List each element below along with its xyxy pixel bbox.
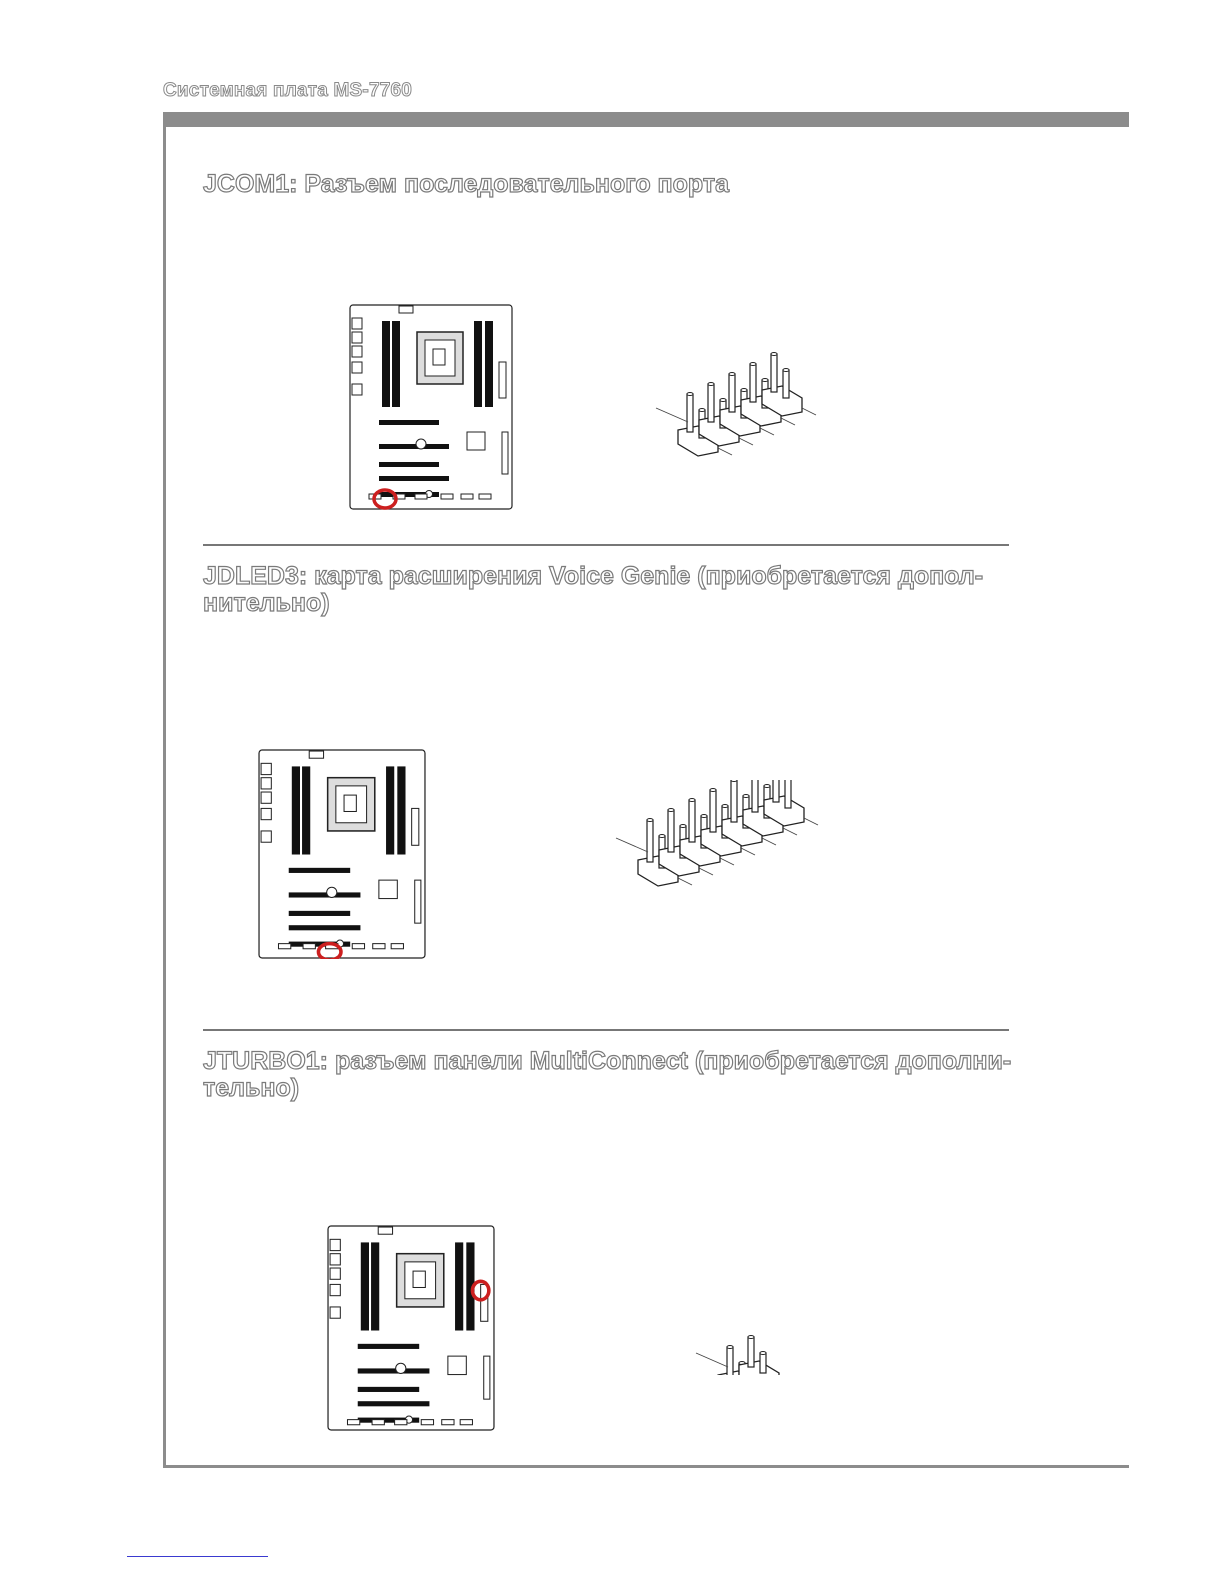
pcie-slot — [358, 1344, 419, 1349]
screw-hole — [416, 439, 426, 449]
io-port-icon — [352, 362, 362, 373]
pin-top — [729, 373, 735, 376]
pin-leader-line — [741, 848, 755, 855]
io-port-icon — [330, 1239, 340, 1250]
pin-header-jturbo1 — [690, 1295, 830, 1375]
pin-top — [720, 399, 726, 402]
dimm-slot — [474, 321, 482, 407]
cpu-die — [433, 349, 445, 365]
dimm-slot — [382, 321, 390, 407]
pin — [687, 394, 693, 432]
pin-header-jcom1 — [650, 350, 830, 475]
pin — [727, 1347, 733, 1375]
pin-leader-line — [718, 448, 732, 455]
dimm-slot — [302, 766, 310, 854]
pin-leader-line — [699, 868, 713, 875]
io-port-icon — [261, 778, 271, 789]
pcie-slot — [379, 462, 439, 467]
sata-connector — [415, 880, 421, 923]
header-connector — [395, 1420, 407, 1425]
dimm-slot — [455, 1242, 463, 1330]
io-port-icon — [352, 318, 362, 329]
header-connector — [352, 944, 364, 949]
pin-leader-line — [739, 438, 753, 445]
pin-top — [743, 795, 749, 798]
pin-leader-line — [762, 838, 776, 845]
pin — [760, 1353, 766, 1373]
io-port-icon — [352, 332, 362, 343]
pin-top — [771, 353, 777, 356]
pin-leader-line — [678, 878, 692, 885]
pcie-slot — [289, 892, 361, 897]
header-connector — [441, 494, 453, 499]
header-connector — [391, 944, 403, 949]
section-title-jdled3: JDLED3: карта расширения Voice Genie (приобретается допол-нительно) — [203, 562, 984, 617]
pcie-slot — [379, 476, 449, 481]
header-connector — [372, 1420, 384, 1425]
pin-top — [748, 1336, 754, 1339]
header-connector — [479, 494, 491, 499]
dimm-slot — [361, 1242, 369, 1330]
header-connector — [460, 1420, 472, 1425]
pin-top — [710, 789, 716, 792]
pin — [748, 1337, 754, 1367]
header-bar — [163, 112, 1129, 127]
pin-top — [731, 780, 737, 782]
pin — [647, 820, 653, 862]
pin-header-jdled3 — [610, 780, 835, 925]
pin-top — [680, 825, 686, 828]
pin-leader-line — [696, 1353, 728, 1367]
io-port-icon — [330, 1254, 340, 1265]
sata-connector — [502, 432, 508, 474]
pin — [731, 780, 737, 822]
chipset-icon — [467, 432, 485, 450]
header-connector — [461, 494, 473, 499]
pin-leader-line — [616, 838, 648, 852]
pin-leader-line — [760, 428, 774, 435]
power-connector-icon — [399, 306, 413, 313]
io-port-icon — [261, 763, 271, 774]
pin — [708, 384, 714, 422]
power-connector-icon — [309, 751, 323, 758]
pcie-slot — [358, 1401, 430, 1406]
header-connector — [303, 944, 315, 949]
bottom-rule — [163, 1465, 1129, 1468]
section-divider — [203, 544, 1009, 546]
dimm-slot — [392, 321, 400, 407]
pin — [689, 800, 695, 842]
pin-block — [739, 1336, 793, 1376]
pin-top — [783, 369, 789, 372]
pin-top — [762, 379, 768, 382]
pin — [710, 790, 716, 832]
pin-top — [750, 363, 756, 366]
pcie-slot — [358, 1368, 430, 1373]
pin-leader-line — [783, 828, 797, 835]
pin-top — [659, 835, 665, 838]
atx-power-connector — [481, 1284, 488, 1321]
chipset-icon — [379, 880, 397, 898]
dimm-slot — [371, 1242, 379, 1330]
pin — [729, 374, 735, 412]
io-port-icon — [261, 831, 271, 842]
pin-block — [762, 353, 816, 417]
pin-leader-line — [804, 818, 818, 825]
header-connector — [415, 494, 427, 499]
atx-power-connector — [499, 362, 506, 398]
footer-link-line — [127, 1556, 268, 1557]
power-connector-icon — [378, 1227, 392, 1234]
cpu-die — [413, 1271, 425, 1287]
pin-leader-line — [720, 858, 734, 865]
motherboard-diagram-jturbo1 — [327, 1225, 495, 1431]
board-group — [328, 1226, 494, 1430]
pin-top — [760, 1352, 766, 1355]
chipset-icon — [448, 1356, 466, 1374]
board-group — [350, 305, 512, 509]
pin-block — [764, 780, 818, 826]
motherboard-diagram-jcom1 — [349, 304, 513, 510]
page-header-title: Системная плата MS-7760 — [163, 80, 413, 101]
pcie-slot — [289, 911, 350, 916]
pcie-slot — [289, 868, 350, 873]
pin-leader-line — [802, 408, 816, 415]
cpu-die — [344, 795, 356, 811]
pin-leader-line — [656, 408, 688, 422]
io-port-icon — [261, 792, 271, 803]
pin-top — [708, 383, 714, 386]
pin — [752, 780, 758, 812]
header-connector — [373, 944, 385, 949]
pcie-slot — [289, 925, 361, 930]
board-group — [259, 750, 425, 959]
io-port-icon — [352, 346, 362, 357]
pin — [668, 810, 674, 852]
pin-top — [727, 1346, 733, 1349]
header-connector — [421, 1420, 433, 1425]
screw-hole — [327, 887, 337, 897]
sata-connector — [484, 1356, 490, 1399]
pcie-slot — [379, 444, 449, 449]
header-connector — [442, 1420, 454, 1425]
section-divider — [203, 1029, 1009, 1031]
pin-top — [722, 805, 728, 808]
io-port-icon — [261, 808, 271, 819]
dimm-slot — [292, 766, 300, 854]
header-connector — [278, 944, 290, 949]
pin-top — [741, 389, 747, 392]
pin — [773, 780, 779, 802]
pin-top — [764, 785, 770, 788]
section-title-jcom1: JCOM1: Разъем последовательного порта — [203, 170, 730, 198]
pin-top — [699, 409, 705, 412]
pin — [785, 780, 791, 808]
motherboard-diagram-jdled3 — [258, 749, 426, 959]
pin-top — [668, 809, 674, 812]
pin-leader-line — [781, 418, 795, 425]
pin-top — [701, 815, 707, 818]
dimm-slot — [485, 321, 493, 407]
dimm-slot — [397, 766, 405, 854]
header-connector — [347, 1420, 359, 1425]
pin — [750, 364, 756, 402]
pin-top — [687, 393, 693, 396]
pin-top — [647, 819, 653, 822]
io-port-icon — [330, 1307, 340, 1318]
io-port-icon — [330, 1268, 340, 1279]
pcie-slot — [379, 420, 439, 425]
io-port-icon — [352, 384, 362, 395]
io-port-icon — [330, 1284, 340, 1295]
pcie-slot — [358, 1387, 419, 1392]
section-title-jturbo1: JTURBO1: разъем панели MultiConnect (приобретается дополни-тельно) — [203, 1047, 1012, 1102]
pin-top — [689, 799, 695, 802]
screw-hole — [396, 1363, 406, 1373]
pin — [783, 370, 789, 398]
dimm-slot — [386, 766, 394, 854]
left-margin-rule — [163, 112, 166, 1468]
pin — [771, 354, 777, 392]
atx-power-connector — [412, 808, 419, 845]
